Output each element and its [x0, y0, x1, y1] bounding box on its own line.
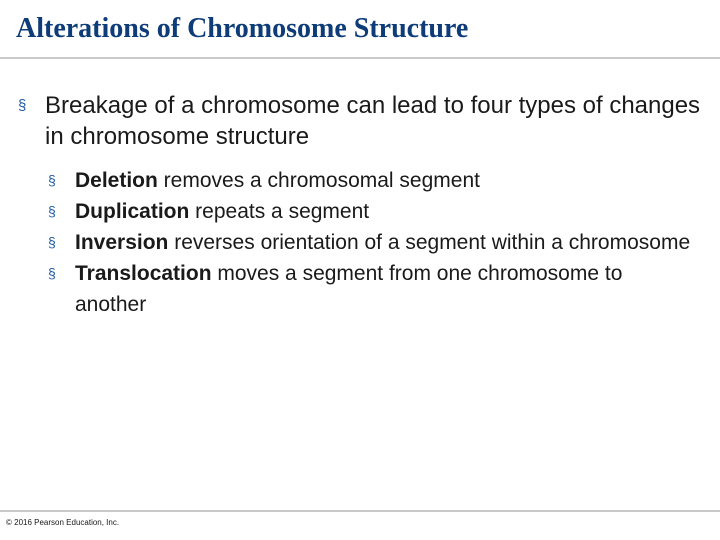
sub-bullet-deletion: [48, 165, 698, 196]
term-deletion: Deletion: [75, 169, 158, 192]
sub-bullet-list: [48, 165, 698, 320]
bullet-marker: §: [48, 234, 56, 250]
title-divider: [0, 57, 720, 59]
bullet-marker: §: [48, 265, 56, 281]
bullet-marker: §: [48, 203, 56, 219]
main-bullet-text: Breakage of a chromosome can lead to four types of changes in chromosome structure: [45, 92, 701, 150]
sub-bullet-text: repeats a segment: [189, 200, 370, 223]
sub-bullet-duplication: [48, 196, 698, 227]
copyright-notice: © 2016 Pearson Education, Inc.: [6, 518, 120, 527]
sub-bullet-inversion: [48, 227, 698, 258]
footer-divider: [0, 510, 720, 512]
sub-bullet-text: removes a chromosomal segment: [157, 169, 480, 192]
sub-bullet-text: reverses orientation of a segment within a chromosome: [168, 231, 691, 254]
main-bullet: [18, 90, 708, 152]
sub-bullet-text: moves a segment from one chromosome to another: [75, 262, 623, 316]
term-inversion: Inversion: [75, 231, 169, 254]
term-translocation: Translocation: [75, 262, 212, 285]
slide-title: Alterations of Chromosome Structure: [16, 13, 469, 44]
sub-bullet-translocation: [48, 258, 698, 320]
bullet-marker: §: [48, 172, 56, 188]
bullet-marker: §: [18, 97, 27, 114]
term-duplication: Duplication: [75, 200, 190, 223]
